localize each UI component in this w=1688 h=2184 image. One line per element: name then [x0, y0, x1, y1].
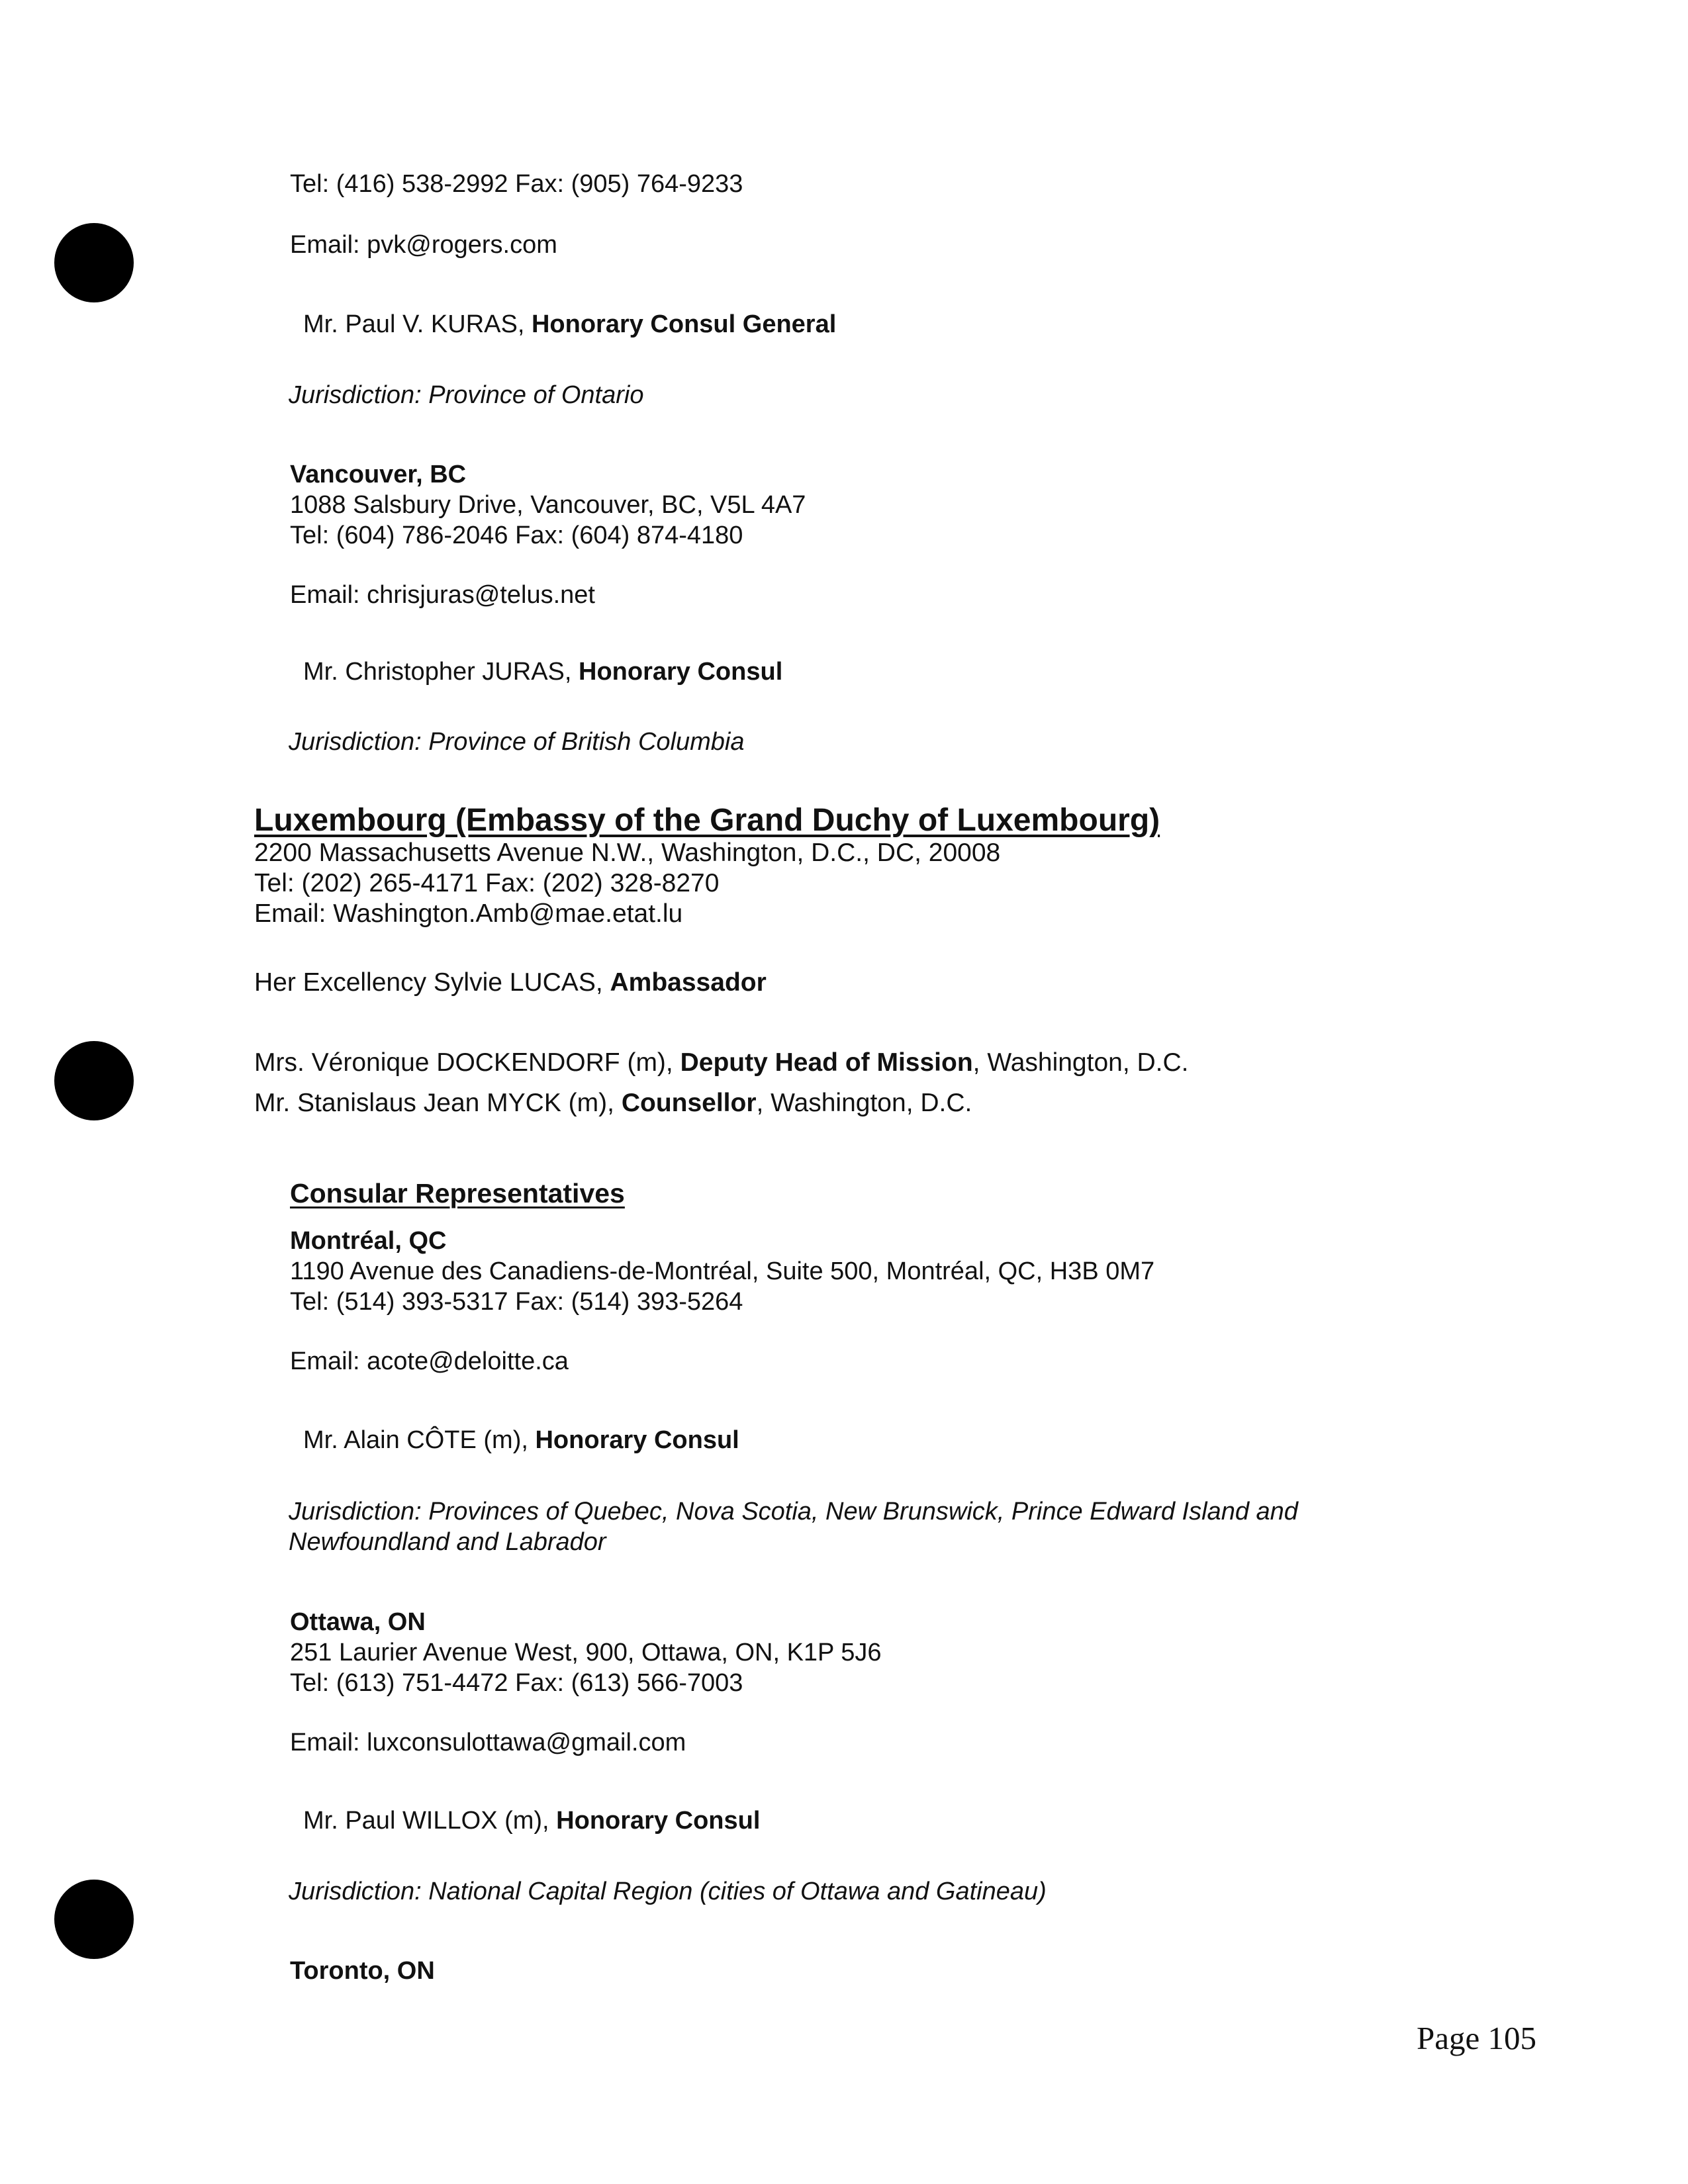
ontario-person — [303, 309, 836, 340]
page-number: Page 105 — [1417, 2020, 1536, 2056]
staff-suffix: , Washington, D.C. — [756, 1089, 972, 1117]
staff-ambassador — [254, 968, 767, 998]
montreal-jurisdiction-line2: Newfoundland and Labrador — [289, 1528, 606, 1556]
staff-name: Her Excellency Sylvie LUCAS, — [254, 968, 610, 997]
person-name: Mr. Christopher JURAS, — [303, 658, 579, 686]
luxembourg-address: 2200 Massachusetts Avenue N.W., Washington, D.C., DC, 20008 — [254, 839, 1001, 867]
staff-title: Ambassador — [610, 968, 767, 997]
montreal-email: Email: acote@deloitte.ca — [290, 1347, 569, 1375]
ottawa-email: Email: luxconsulottawa@gmail.com — [290, 1729, 686, 1756]
staff-title: Deputy Head of Mission — [680, 1048, 973, 1077]
luxembourg-heading: Luxembourg (Embassy of the Grand Duchy of Luxembourg) — [254, 803, 1160, 838]
ontario-jurisdiction: Jurisdiction: Province of Ontario — [289, 381, 644, 409]
montreal-person — [303, 1425, 739, 1455]
person-title: Honorary Consul — [556, 1807, 761, 1835]
person-name: Mr. Paul V. KURAS, — [303, 310, 532, 338]
vancouver-city: Vancouver, BC — [290, 461, 467, 488]
staff-name: Mr. Stanislaus Jean MYCK (m), — [254, 1089, 622, 1117]
ottawa-tel: Tel: (613) 751-4472 Fax: (613) 566-7003 — [290, 1669, 743, 1697]
ontario-tel: Tel: (416) 538-2992 Fax: (905) 764-9233 — [290, 170, 743, 198]
ottawa-address: 251 Laurier Avenue West, 900, Ottawa, ON, K1P 5J6 — [290, 1639, 882, 1666]
person-name: Mr. Alain CÔTE (m), — [303, 1426, 536, 1454]
person-name: Mr. Paul WILLOX (m), — [303, 1807, 557, 1835]
staff-deputy-head — [254, 1048, 1189, 1078]
vancouver-address: 1088 Salsbury Drive, Vancouver, BC, V5L 4A7 — [290, 491, 806, 519]
binder-hole-top — [54, 223, 134, 302]
toronto-city: Toronto, ON — [290, 1957, 435, 1985]
binder-hole-bottom — [54, 1880, 134, 1959]
person-title: Honorary Consul General — [531, 310, 837, 338]
binder-hole-middle — [54, 1041, 134, 1120]
staff-name: Mrs. Véronique DOCKENDORF (m), — [254, 1048, 680, 1077]
ottawa-person — [303, 1805, 760, 1836]
staff-counsellor — [254, 1088, 972, 1118]
montreal-tel: Tel: (514) 393-5317 Fax: (514) 393-5264 — [290, 1288, 743, 1316]
ontario-email: Email: pvk@rogers.com — [290, 231, 557, 259]
montreal-jurisdiction-line1: Jurisdiction: Provinces of Quebec, Nova Scotia, New Brunswick, Prince Edward Island and — [289, 1498, 1298, 1525]
vancouver-email: Email: chrisjuras@telus.net — [290, 581, 595, 609]
montreal-address: 1190 Avenue des Canadiens-de-Montréal, Suite 500, Montréal, QC, H3B 0M7 — [290, 1257, 1155, 1285]
staff-suffix: , Washington, D.C. — [972, 1048, 1189, 1077]
luxembourg-tel: Tel: (202) 265-4171 Fax: (202) 328-8270 — [254, 869, 720, 897]
staff-title: Counsellor — [621, 1089, 757, 1117]
vancouver-tel: Tel: (604) 786-2046 Fax: (604) 874-4180 — [290, 522, 743, 549]
vancouver-jurisdiction: Jurisdiction: Province of British Columbia — [289, 728, 745, 756]
ottawa-jurisdiction: Jurisdiction: National Capital Region (cities of Ottawa and Gatineau) — [289, 1878, 1047, 1905]
person-title: Honorary Consul — [579, 658, 783, 686]
luxembourg-email: Email: Washington.Amb@mae.etat.lu — [254, 899, 683, 928]
vancouver-person — [303, 657, 782, 687]
ottawa-city: Ottawa, ON — [290, 1608, 426, 1636]
person-title: Honorary Consul — [535, 1426, 739, 1454]
consular-heading: Consular Representatives — [290, 1178, 625, 1208]
montreal-city: Montréal, QC — [290, 1227, 447, 1255]
